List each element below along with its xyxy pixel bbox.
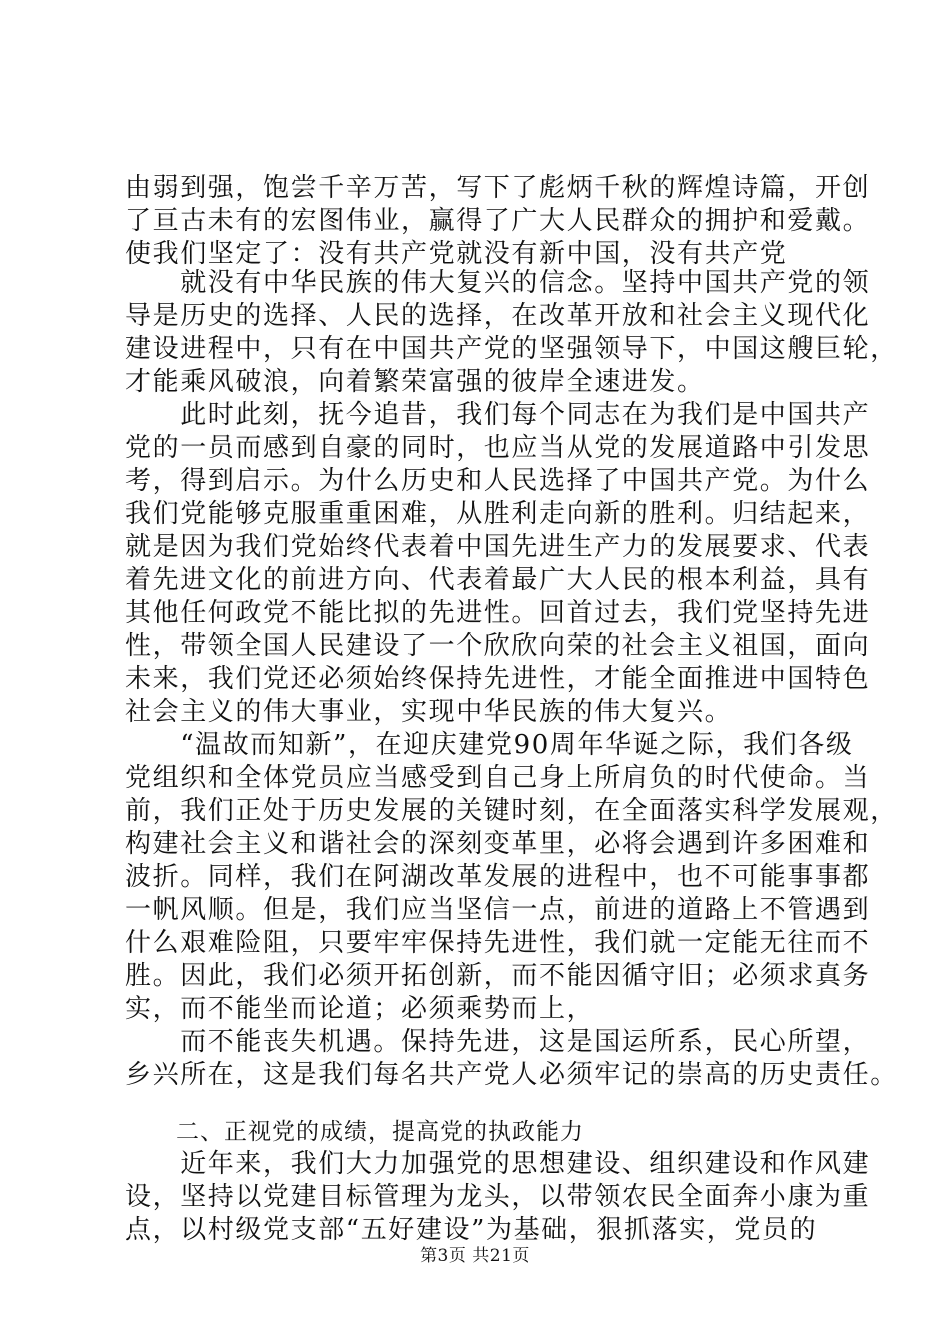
page-footer: [0, 1245, 950, 1267]
body-text-line: 就是因为我们党始终代表着中国先进生产力的发展要求、代表: [125, 532, 871, 562]
body-text-line: 构建社会主义和谐社会的深刻变革里，必将会遇到许多困难和: [125, 829, 871, 859]
body-text-line: 导是历史的选择、人民的选择，在改革开放和社会主义现代化: [125, 301, 871, 331]
section-heading: 二、正视党的成绩，提高党的执政能力: [176, 1119, 584, 1145]
body-text-line: 前，我们正处于历史发展的关键时刻，在全面落实科学发展观，: [125, 796, 898, 826]
body-text-line: 党组织和全体党员应当感受到自己身上所肩负的时代使命。当: [125, 763, 871, 793]
body-text-line: 点，以村级党支部“五好建设”为基础，狠抓落实，党员的: [125, 1215, 818, 1245]
body-text-line: 建设进程中，只有在中国共产党的坚强领导下，中国这艘巨轮，: [125, 334, 898, 364]
body-text-line: 就没有中华民族的伟大复兴的信念。坚持中国共产党的领: [125, 268, 871, 298]
body-text-line: 设，坚持以党建目标管理为龙头，以带领农民全面奔小康为重: [125, 1182, 871, 1212]
body-text-line: 胜。因此，我们必须开拓创新，而不能因循守旧；必须求真务: [125, 961, 871, 991]
body-text-line: 此时此刻，抚今追昔，我们每个同志在为我们是中国共产: [125, 400, 871, 430]
body-text-line: 着先进文化的前进方向、代表着最广大人民的根本利益，具有: [125, 565, 871, 595]
body-text-line: 波折。同样，我们在阿湖改革发展的进程中，也不可能事事都: [125, 862, 871, 892]
body-text-line: 未来，我们党还必须始终保持先进性，才能全面推进中国特色: [125, 664, 871, 694]
page-number-label: 第3页 共21页: [420, 1246, 530, 1266]
body-text-line: 考，得到启示。为什么历史和人民选择了中国共产党。为什么: [125, 466, 871, 496]
body-text-line: 由弱到强，饱尝千辛万苦，写下了彪炳千秋的辉煌诗篇，开创: [125, 173, 871, 203]
body-text-line: 其他任何政党不能比拟的先进性。回首过去，我们党坚持先进: [125, 598, 871, 628]
body-text-line: 近年来，我们大力加强党的思想建设、组织建设和作风建: [125, 1149, 871, 1179]
body-text-line: 性，带领全国人民建设了一个欣欣向荣的社会主义祖国，面向: [125, 631, 871, 661]
body-text-line: 了亘古未有的宏图伟业，赢得了广大人民群众的拥护和爱戴。: [125, 206, 871, 236]
body-text-line: 而不能丧失机遇。保持先进，这是国运所系，民心所望，: [125, 1027, 871, 1057]
body-text-line: 实，而不能坐而论道；必须乘势而上，: [125, 994, 595, 1024]
body-text-line: “温故而知新”，在迎庆建党90周年华诞之际，我们各级: [125, 730, 854, 760]
body-text-line: 党的一员而感到自豪的同时，也应当从党的发展道路中引发思: [125, 433, 871, 463]
body-text-line: 乡兴所在，这是我们每名共产党人必须牢记的崇高的历史责任。: [125, 1060, 898, 1090]
body-text-line: 社会主义的伟大事业，实现中华民族的伟大复兴。: [125, 697, 733, 727]
body-text-line: 才能乘风破浪，向着繁荣富强的彼岸全速进发。: [125, 367, 705, 397]
body-text-line: 使我们坚定了：没有共产党就没有新中国，没有共产党: [125, 239, 788, 269]
body-text-line: 我们党能够克服重重困难，从胜利走向新的胜利。归结起来，: [125, 499, 871, 529]
body-text-line: 一帆风顺。但是，我们应当坚信一点，前进的道路上不管遇到: [125, 895, 871, 925]
body-text-line: 什么艰难险阻，只要牢牢保持先进性，我们就一定能无往而不: [125, 928, 871, 958]
